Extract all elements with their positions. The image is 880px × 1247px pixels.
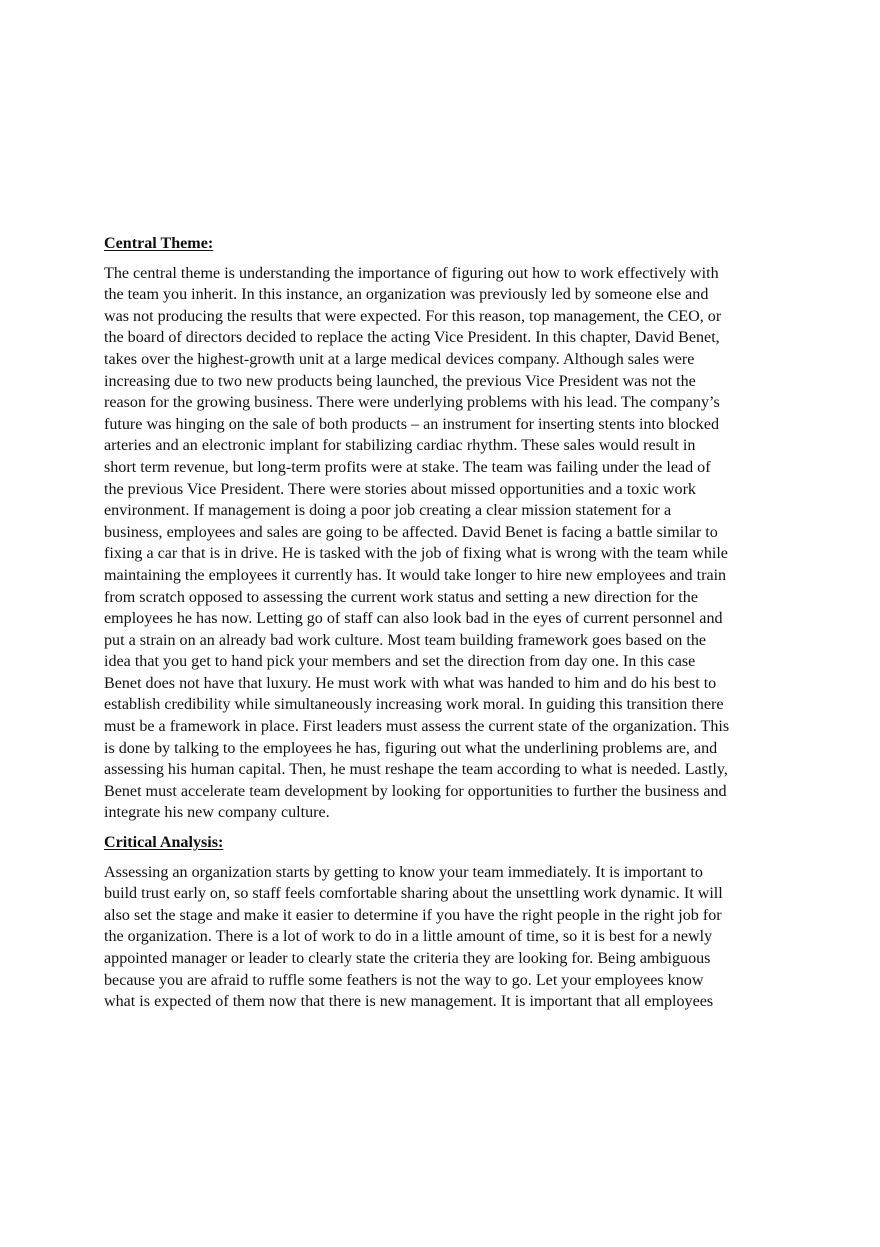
paragraph-line: because you are afraid to ruffle some feathers is not the way to go. Let your employees know xyxy=(104,971,704,989)
paragraph-line: also set the stage and make it easier to determine if you have the right people in the right job for xyxy=(104,906,722,924)
central-theme-heading: Central Theme: xyxy=(104,235,214,252)
paragraph-line: put a strain on an already bad work culture. Most team building framework goes based on the xyxy=(104,631,707,649)
paragraph-line: from scratch opposed to assessing the current work status and setting a new direction for the xyxy=(104,588,698,606)
paragraph-line: the board of directors decided to replace the acting Vice President. In this chapter, David Benet, xyxy=(104,329,720,347)
paragraph-line: build trust early on, so staff feels comfortable sharing about the unsettling work dynamic. It will xyxy=(104,885,723,903)
paragraph-line: short term revenue, but long-term profits were at stake. The team was failing under the lead of xyxy=(104,458,711,476)
paragraph-line: the team you inherit. In this instance, an organization was previously led by someone else and xyxy=(104,286,709,304)
paragraph-line: integrate his new company culture. xyxy=(104,804,330,822)
central-theme-paragraph xyxy=(104,263,776,824)
paragraph-line: Benet does not have that luxury. He must work with what was handed to him and do his best to xyxy=(104,674,717,692)
paragraph-line: increasing due to two new products being launched, the previous Vice President was not the xyxy=(104,372,696,390)
paragraph-line: employees he has now. Letting go of staff can also look bad in the eyes of current personnel and xyxy=(104,610,723,628)
paragraph-line: arteries and an electronic implant for stabilizing cardiac rhythm. These sales would result in xyxy=(104,437,696,455)
paragraph-line: was not producing the results that were expected. For this reason, top management, the CEO, or xyxy=(104,307,722,325)
paragraph-line: reason for the growing business. There were underlying problems with his lead. The company’s xyxy=(104,394,720,412)
paragraph-line: business, employees and sales are going to be affected. David Benet is facing a battle similar to xyxy=(104,523,718,541)
paragraph-line: idea that you get to hand pick your members and set the direction from day one. In this case xyxy=(104,653,696,671)
critical-analysis-paragraph xyxy=(104,862,776,1013)
paragraph-line: Assessing an organization starts by getting to know your team immediately. It is important to xyxy=(104,863,703,881)
paragraph-line: fixing a car that is in drive. He is tasked with the job of fixing what is wrong with the team while xyxy=(104,545,728,563)
paragraph-line: Benet must accelerate team development by looking for opportunities to further the business and xyxy=(104,782,727,800)
paragraph-line: takes over the highest-growth unit at a large medical devices company. Although sales were xyxy=(104,350,695,368)
paragraph-line: assessing his human capital. Then, he must reshape the team according to what is needed. Lastly, xyxy=(104,761,728,779)
critical-analysis-heading: Critical Analysis: xyxy=(104,834,224,852)
paragraph-line: what is expected of them now that there is new management. It is important that all employees xyxy=(104,993,714,1011)
paragraph-line: maintaining the employees it currently has. It would take longer to hire new employees and train xyxy=(104,566,727,584)
paragraph-line: establish credibility while simultaneously increasing work moral. In guiding this transition there xyxy=(104,696,724,714)
paragraph-line: future was hinging on the sale of both products – an instrument for inserting stents into blocked xyxy=(104,415,720,433)
document-page xyxy=(104,233,776,1021)
paragraph-line: is done by talking to the employees he has, figuring out what the underlining problems are, and xyxy=(104,739,718,757)
paragraph-line: appointed manager or leader to clearly state the criteria they are looking for. Being ambiguous xyxy=(104,950,711,967)
paragraph-line: environment. If management is doing a poor job creating a clear mission statement for a xyxy=(104,502,672,520)
paragraph-line: must be a framework in place. First leaders must assess the current state of the organization. This xyxy=(104,718,730,736)
paragraph-line: the previous Vice President. There were stories about missed opportunities and a toxic work xyxy=(104,480,696,498)
paragraph-line: the organization. There is a lot of work to do in a little amount of time, so it is best for a newly xyxy=(104,928,713,946)
paragraph-line: The central theme is understanding the importance of figuring out how to work effectively with xyxy=(104,264,719,282)
